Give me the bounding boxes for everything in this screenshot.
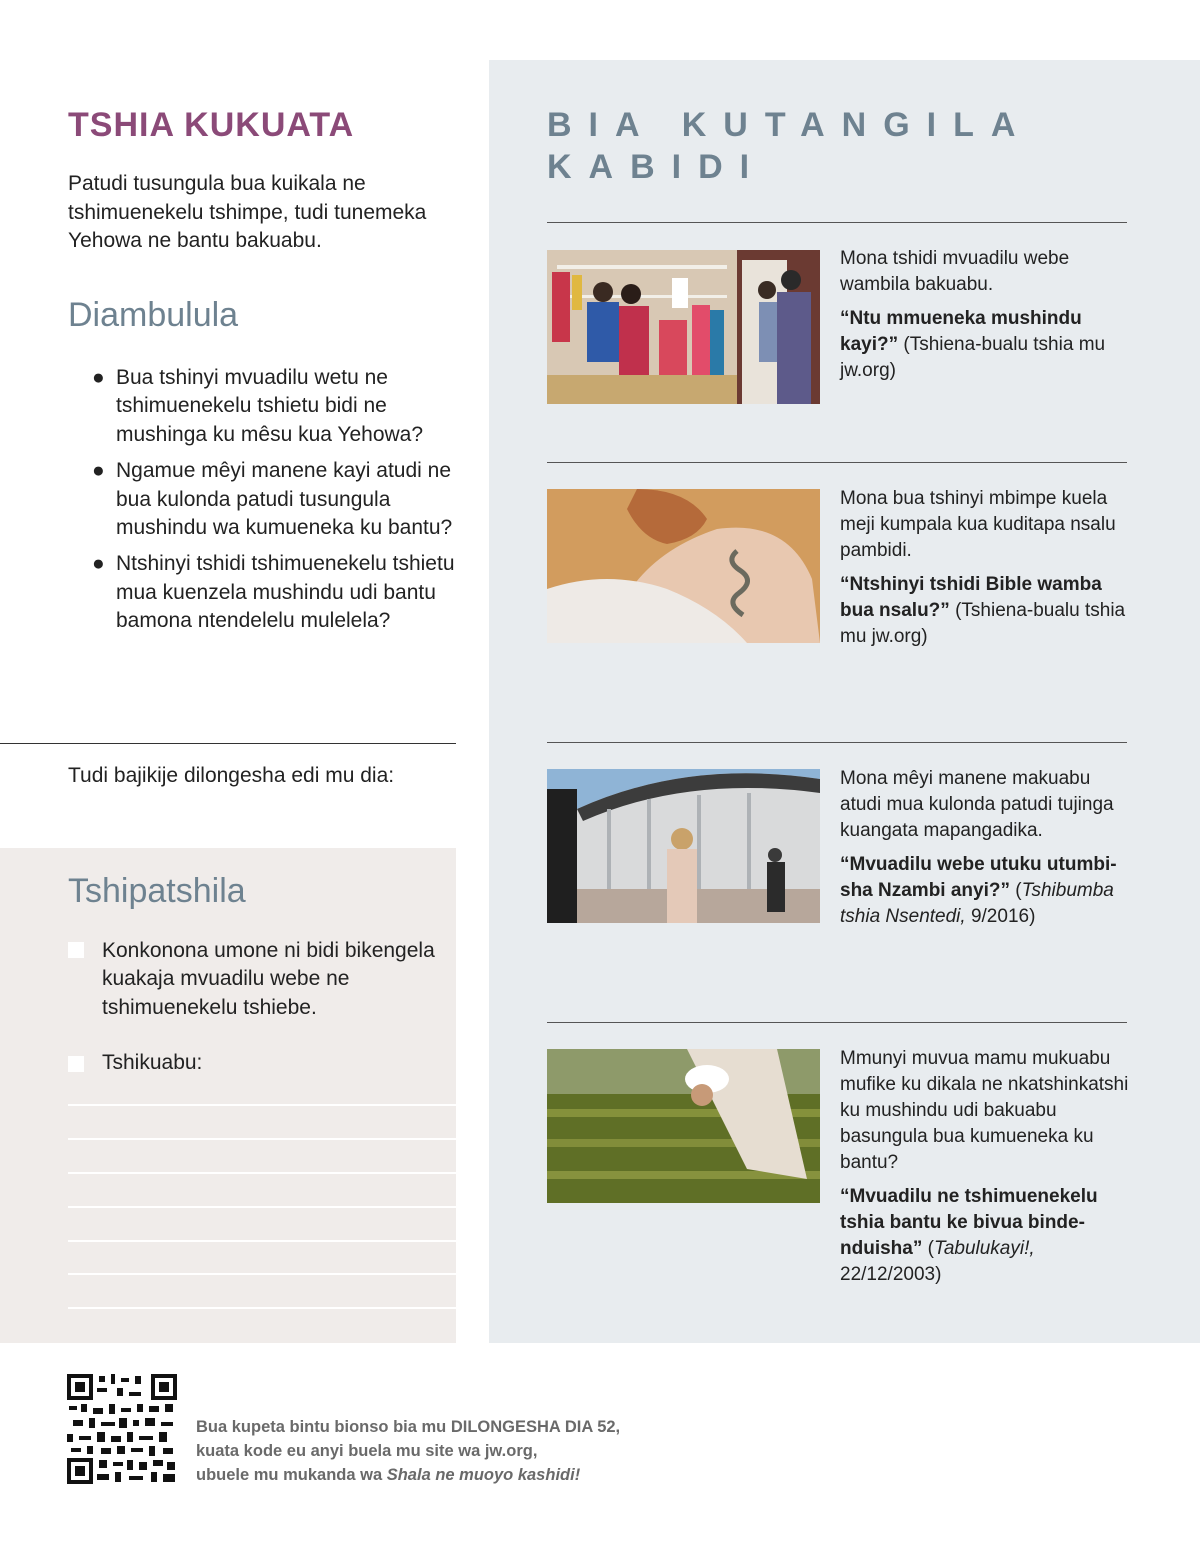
footer-line [196, 1463, 716, 1487]
entry-reference[interactable] [840, 572, 1135, 650]
source-date: 9/2016) [965, 906, 1036, 927]
source-text: (Tshiena-bualu tshia mu jw.org) [840, 600, 1126, 647]
divider [547, 462, 1127, 463]
footer-text: ubuele mu mukanda wa [196, 1466, 387, 1484]
writing-line[interactable] [68, 1273, 456, 1275]
tea-field-photo[interactable] [547, 1049, 820, 1203]
divider [547, 222, 1127, 223]
checkbox-icon[interactable] [68, 1056, 84, 1072]
tattoo-shoulder-photo[interactable] [547, 489, 820, 643]
further-reading-title: BIA KUTANGILA KABIDI [547, 106, 1032, 186]
footer-note [196, 1415, 716, 1487]
writing-line[interactable] [68, 1104, 456, 1106]
writing-line[interactable] [68, 1307, 456, 1309]
discussion-item [92, 550, 462, 635]
entry-description: Mona tshidi mvuadilu webe wambila bakuabu. [840, 248, 1070, 295]
discussion-heading: Diambulula [68, 296, 239, 334]
discussion-list [92, 364, 462, 644]
bullet-icon: ● [92, 459, 105, 483]
divider [0, 743, 456, 744]
entry-reference[interactable] [840, 1184, 1135, 1288]
entry-reference[interactable] [840, 306, 1135, 384]
footer-line: Bua kupeta bintu bionso bia mu DILONGESHA DIA 52, [196, 1418, 621, 1436]
discussion-question: Ngamue mêyi manene kayi atudi ne bua kulonda patudi tusungula mushindu wa kumueneka ku bantu? [116, 459, 453, 540]
bullet-icon: ● [92, 366, 105, 389]
article-link[interactable]: “Ntu mmueneka mushindu kayi?” [840, 308, 1082, 355]
further-reading-entry [840, 246, 1135, 392]
source-date: 22/12/2003) [840, 1264, 942, 1285]
discussion-item [92, 364, 462, 449]
other-item-label: Tshikuabu: [102, 1051, 203, 1074]
writing-line[interactable] [68, 1172, 456, 1174]
entry-description: Mona mêyi manene makuabu atudi mua kulonda patudi tujinga kuangata mapangadika. [840, 768, 1114, 841]
entry-description: Mmunyi muvua mamu mukuabu mufike ku dikala ne nkatshinkatshi ku mushindu udi bakuabu basungula bua kumueneka ku bantu? [840, 1048, 1129, 1173]
writing-line[interactable] [68, 1240, 456, 1242]
section-title: TSHIA KUKUATA [68, 106, 355, 144]
discussion-question: Bua tshinyi mvuadilu wetu ne tshimuenekelu tshietu bidi ne mushinga ku mêsu kua Yehowa? [116, 366, 424, 446]
book-title-link[interactable]: Shala ne muoyo kashidi! [386, 1466, 581, 1484]
bullet-icon: ● [92, 552, 105, 576]
practice-panel [0, 848, 456, 1343]
practice-heading: Tshipatshila [68, 872, 246, 910]
article-link[interactable]: “Ntshinyi tshidi Bible wamba bua nsalu?” [840, 574, 1102, 621]
intro-paragraph: Patudi tusungula bua kuikala ne tshimuenekelu tshimpe, tudi tunemeka Yehowa ne bantu bakuabu. [68, 172, 427, 252]
article-link[interactable]: “Mvuadilu ne tshimuenekelu tshia bantu ke bivua bindenduisha” [840, 1186, 1098, 1259]
further-reading-entry [840, 766, 1135, 938]
completed-date-label: Tudi bajikije dilongesha edi mu dia: [68, 764, 395, 787]
further-reading-entry [840, 486, 1135, 658]
article-link[interactable]: “Mvuadilu webe utuku utumbisha Nzambi anyi?” [840, 854, 1117, 901]
further-reading-entry [840, 1046, 1135, 1296]
source-publication: Tshibumba tshia Nsentedi, [840, 880, 1114, 927]
source-publication: Tabulukayi!, [933, 1238, 1035, 1259]
writing-line[interactable] [68, 1206, 456, 1208]
source-text: ( [922, 1238, 934, 1259]
writing-line[interactable] [68, 1138, 456, 1140]
discussion-question: Ntshinyi tshidi tshimuenekelu tshietu mua kuenzela mushindu udi bantu bamona ntendelelu mulelela? [116, 552, 455, 633]
shopping-photo[interactable] [547, 250, 820, 404]
divider [547, 1022, 1127, 1023]
checkbox-icon[interactable] [68, 942, 84, 958]
entry-description: Mona bua tshinyi mbimpe kuela meji kumpala kua kuditapa nsalu pambidi. [840, 488, 1116, 561]
footer-line: kuata kode eu anyi buela mu site wa jw.org, [196, 1442, 538, 1460]
practice-item: Konkonona umone ni bidi bikengela kuakaja mvuadilu webe ne tshimuenekelu tshiebe. [102, 939, 435, 1019]
source-text: ( [1010, 880, 1022, 901]
entry-reference[interactable] [840, 852, 1135, 930]
discussion-item [92, 457, 462, 542]
stadium-reporter-photo[interactable] [547, 769, 820, 923]
qr-code[interactable] [67, 1374, 177, 1484]
divider [547, 742, 1127, 743]
source-text: (Tshiena-bualu tshia mu jw.org) [840, 334, 1106, 381]
